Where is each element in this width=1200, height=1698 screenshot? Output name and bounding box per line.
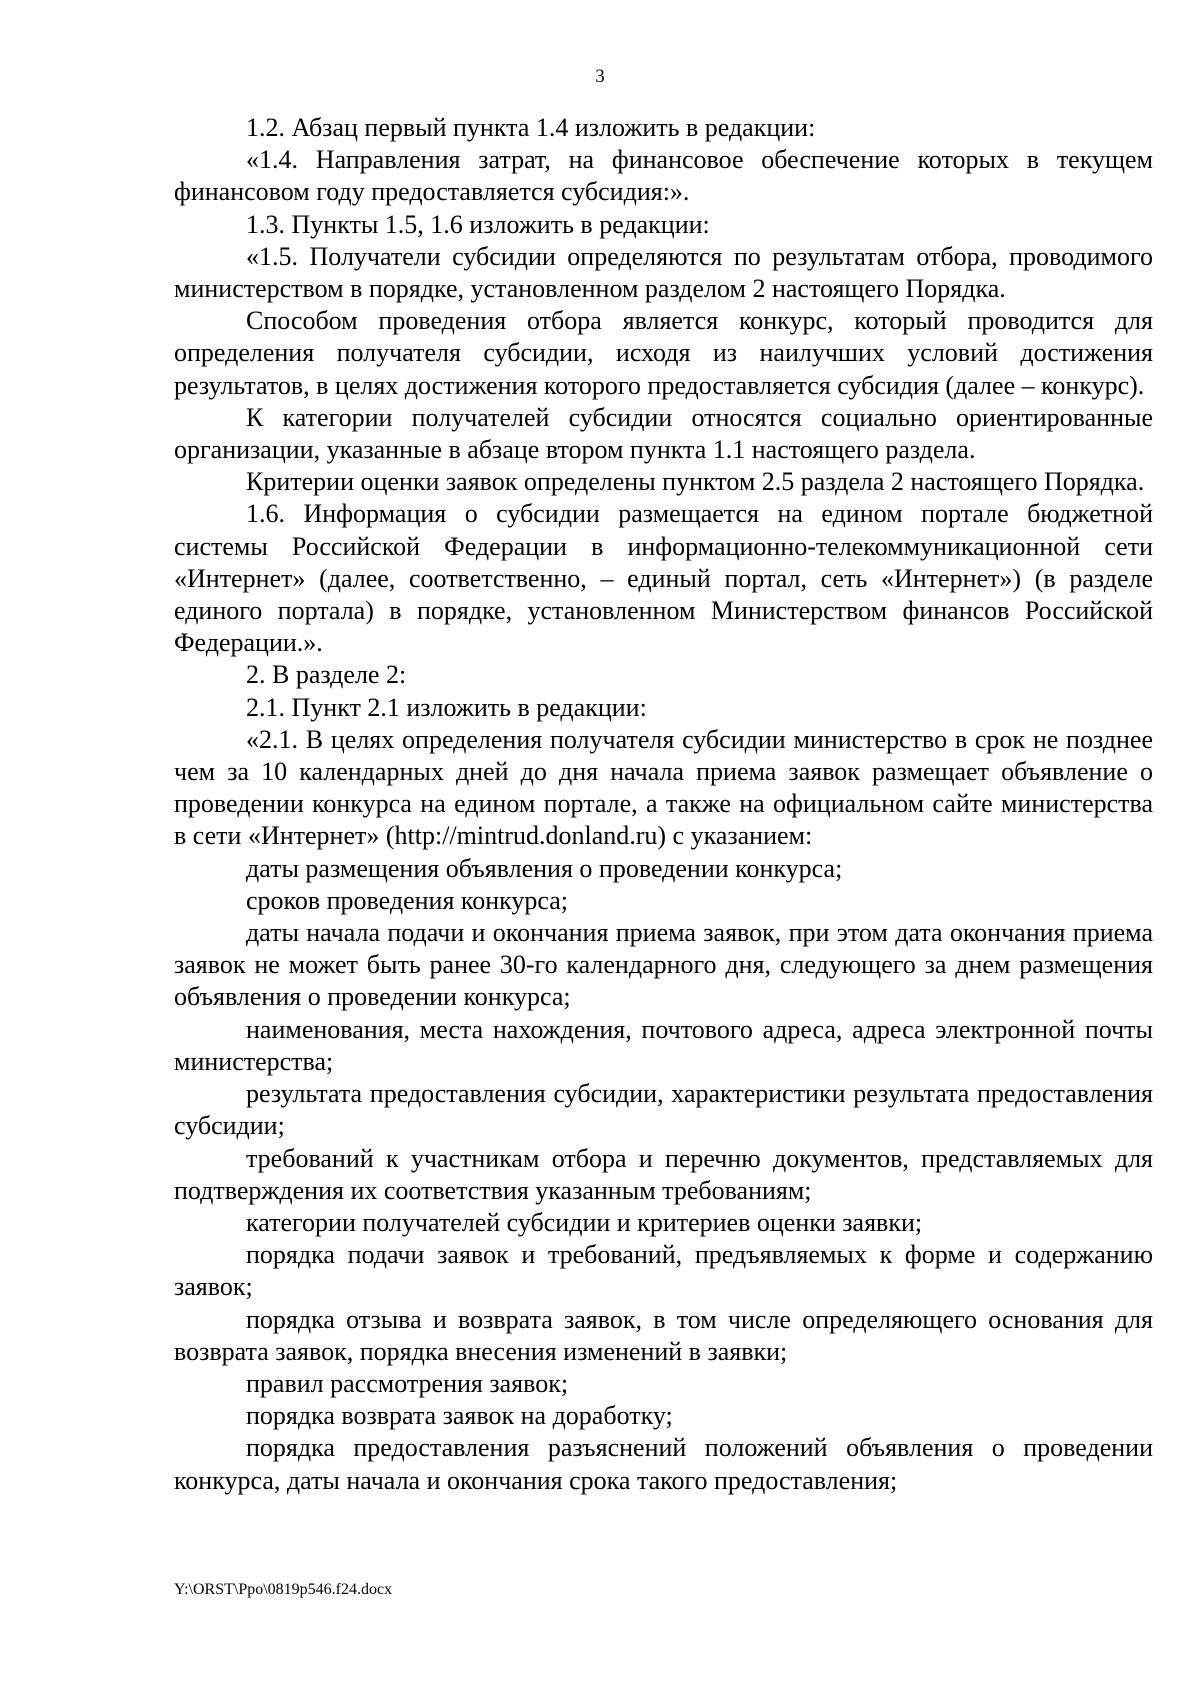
paragraph-selection-method: Способом проведения отбора является конкурс, который проводится для определения получателя субсидии, исходя из наилучших условий достижения результатов, в целях достижения которого предоставляется субсидия (далее – конкурс). (174, 306, 1153, 400)
list-item-withdrawal-procedure: порядка отзыва и возврата заявок, в том числе определяющего основания для возврата заявок, порядка внесения изменений в заявки; (174, 1304, 1153, 1366)
document-body (174, 112, 1153, 1497)
paragraph-1-6-quote: 1.6. Информация о субсидии размещается на едином портале бюджетной системы Российской Федерации в информационно-телекоммуникационной сети «Интернет» (далее, соответственно, – единый портал, сеть «Интернет») (в разделе единого портала) в порядке, установленном Министерством финансов Российской Федерации.». (174, 499, 1153, 658)
paragraph-evaluation-criteria: Критерии оценки заявок определены пунктом 2.5 раздела 2 настоящего Порядка. (246, 467, 1145, 497)
paragraph-2-1: 2.1. Пункт 2.1 изложить в редакции: (246, 692, 647, 722)
paragraph-section-2: 2. В разделе 2: (246, 660, 407, 690)
list-item-subsidy-result: результата предоставления субсидии, характеристики результата предоставления субсидии; (174, 1079, 1153, 1141)
paragraph-2-1-quote: «2.1. В целях определения получателя субсидии министерство в срок не позднее чем за 10 календарных дней до дня начала приема заявок размещает объявление о проведении конкурса на едином портале, а также на официальном сайте министерства в сети «Интернет» (http://mintrud.donland.ru) с указанием: (174, 724, 1153, 851)
list-item-ministry-contacts: наименования, места нахождения, почтового адреса, адреса электронной почты министерства; (174, 1014, 1153, 1076)
footer-file-path: Y:\ORST\Ppo\0819p546.f24.docx (174, 1581, 393, 1598)
list-item-clarification-procedure: порядка предоставления разъяснений положений объявления о проведении конкурса, даты начала и окончания срока такого предоставления; (174, 1433, 1153, 1495)
list-item-application-procedure: порядка подачи заявок и требований, предъявляемых к форме и содержанию заявок; (174, 1240, 1153, 1302)
list-item-revision-procedure: порядка возврата заявок на доработку; (246, 1401, 673, 1431)
list-item-contest-terms: сроков проведения конкурса; (246, 885, 569, 915)
paragraph-1-3: 1.3. Пункты 1.5, 1.6 изложить в редакции: (246, 209, 710, 239)
page-number: 3 (595, 66, 605, 87)
list-item-announcement-date: даты размещения объявления о проведении конкурса; (246, 853, 843, 883)
paragraph-1-5-quote: «1.5. Получатели субсидии определяются по результатам отбора, проводимого министерством в порядке, установленном разделом 2 настоящего Порядка. (174, 241, 1153, 304)
list-item-application-dates: даты начала подачи и окончания приема заявок, при этом дата окончания приема заявок не может быть ранее 30-го календарного дня, следующего за днем размещения объявления о проведении конкурса; (174, 918, 1153, 1012)
list-item-participant-requirements: требований к участникам отбора и перечню документов, представляемых для подтверждения их соответствия указанным требованиям; (174, 1143, 1153, 1205)
paragraph-1-4-quote: «1.4. Направления затрат, на финансовое обеспечение которых в текущем финансовом году предоставляется субсидия:». (174, 145, 1153, 207)
paragraph-recipient-category: К категории получателей субсидии относятся социально ориентированные организации, указанные в абзаце втором пункта 1.1 настоящего раздела. (174, 402, 1153, 465)
list-item-review-rules: правил рассмотрения заявок; (246, 1368, 569, 1398)
paragraph-1-2: 1.2. Абзац первый пункта 1.4 изложить в редакции: (246, 113, 816, 142)
list-item-recipient-categories: категории получателей субсидии и критериев оценки заявки; (246, 1207, 923, 1237)
